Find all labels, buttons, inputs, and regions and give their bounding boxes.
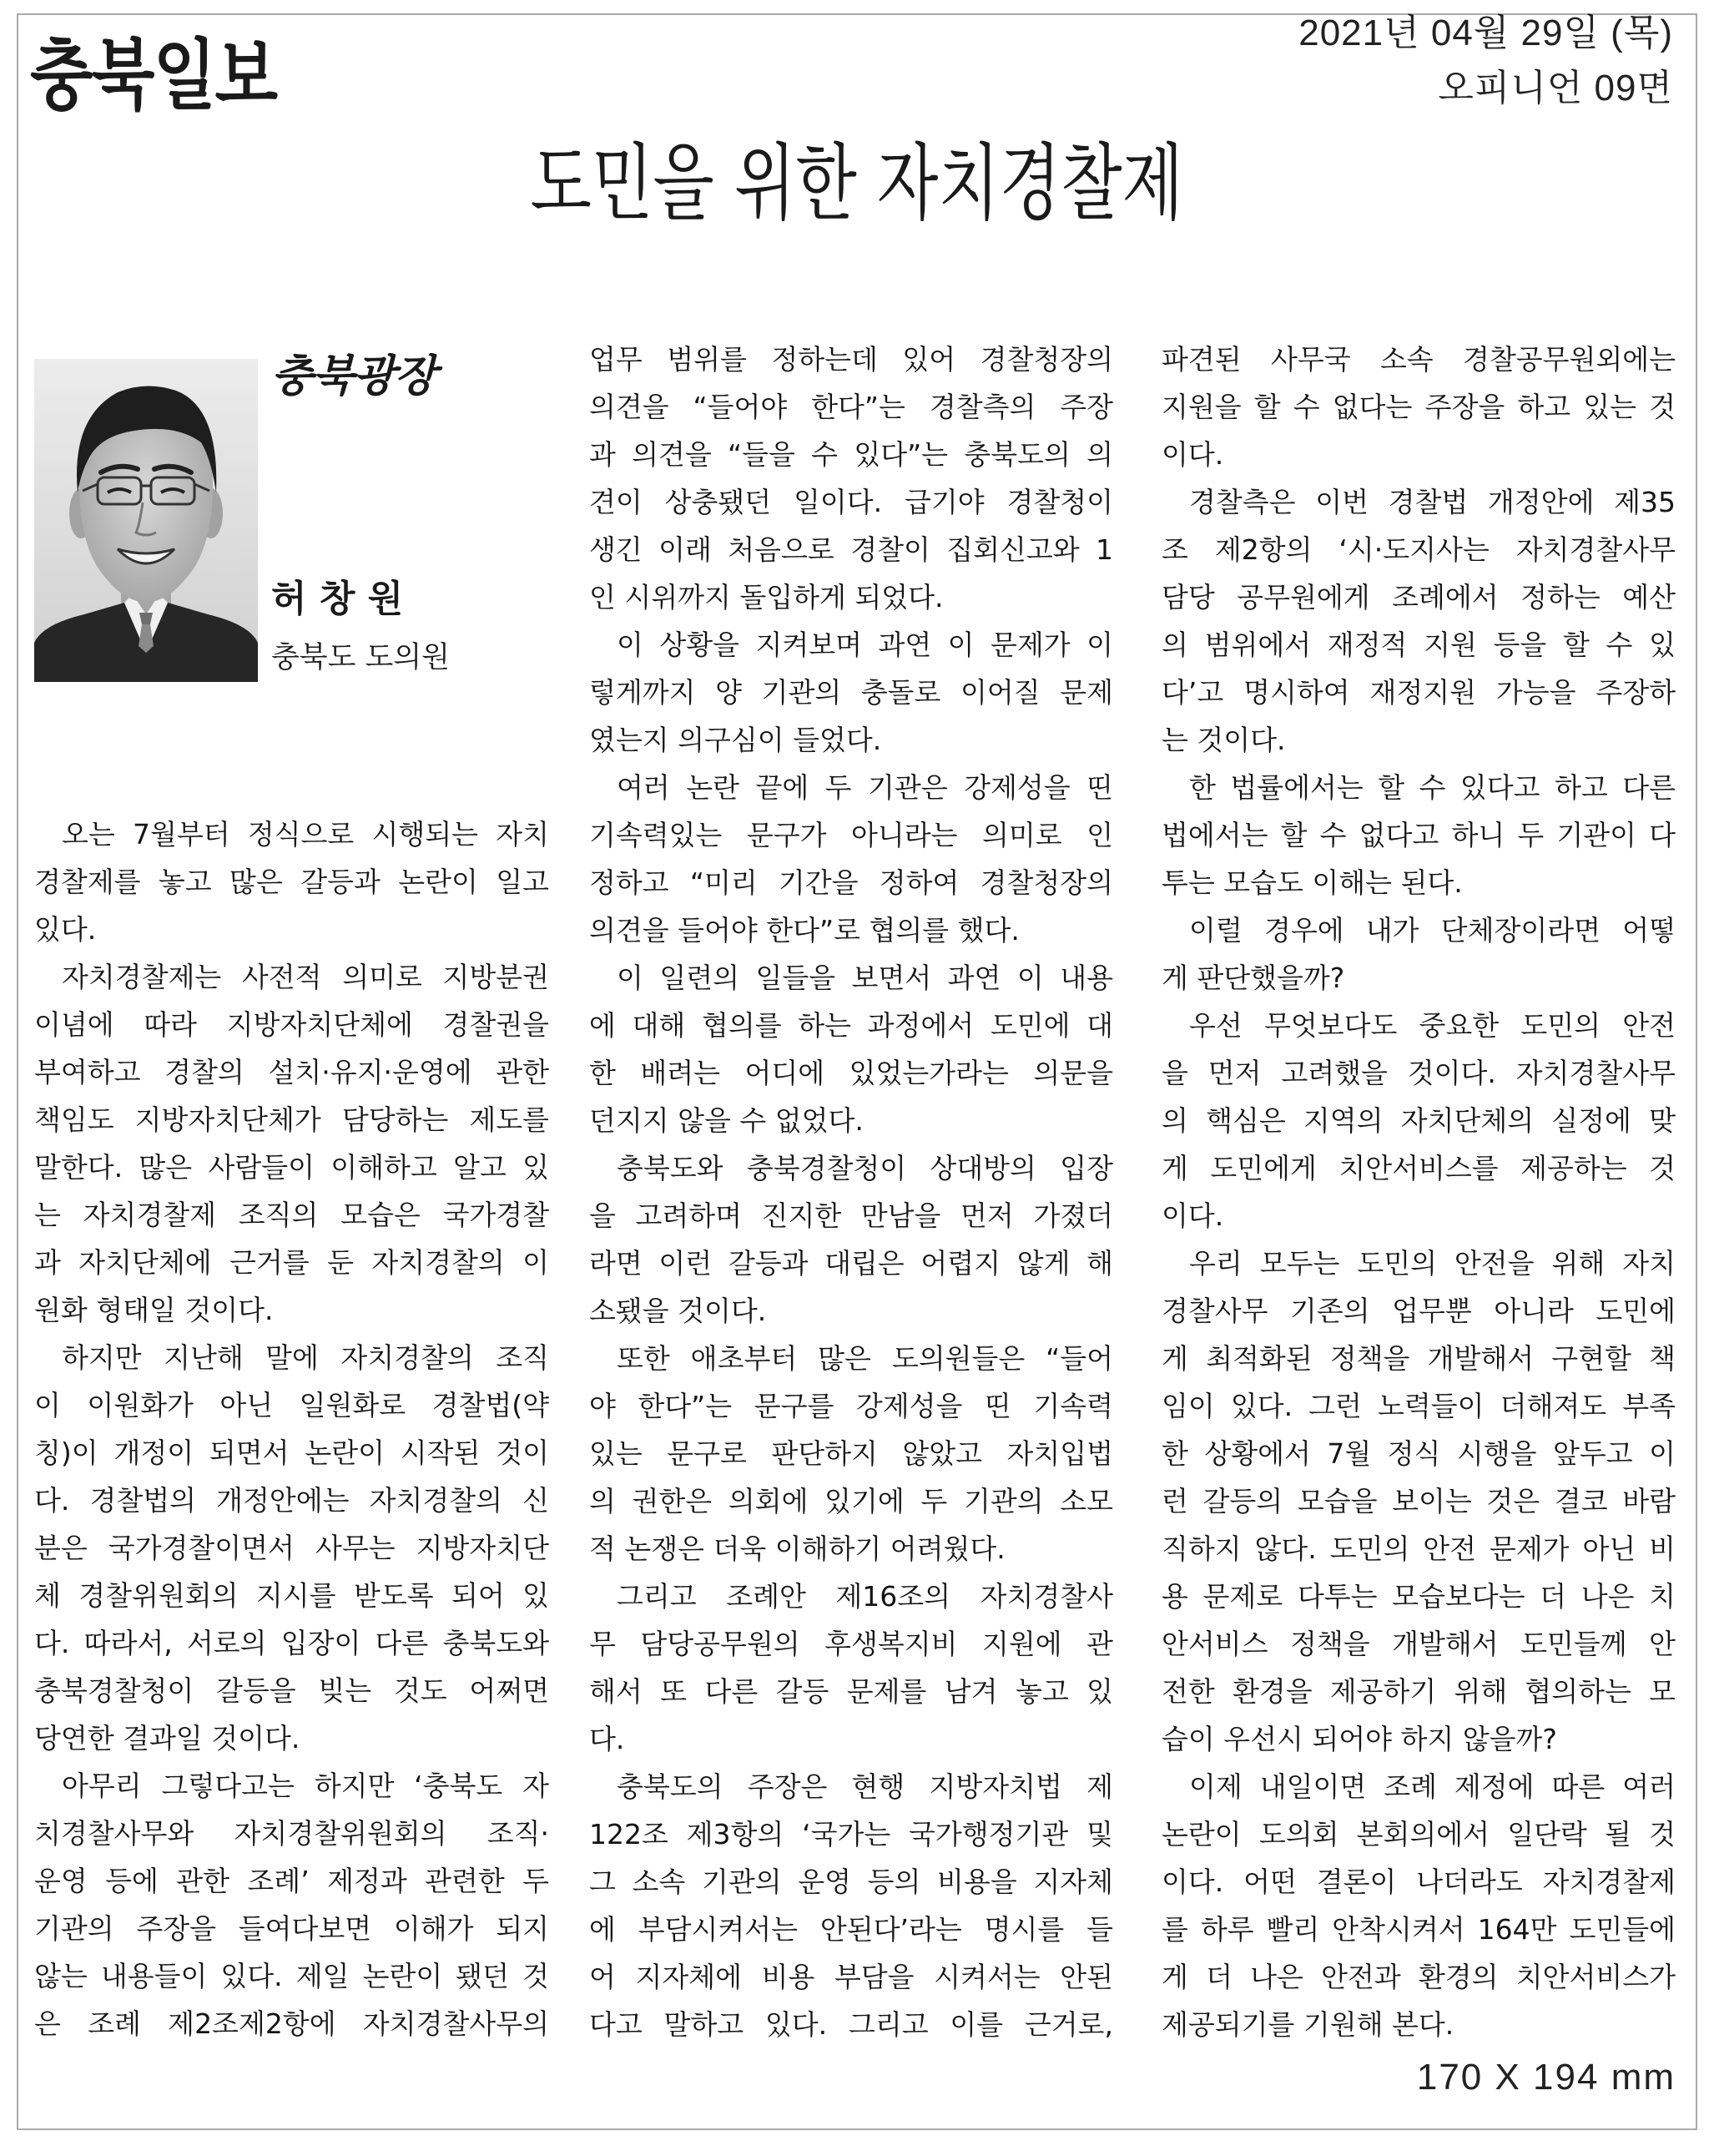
author-photo — [34, 359, 258, 682]
text-line: 생긴 이래 처음으로 경찰이 집회신고와 1 — [589, 533, 1113, 566]
text-line: 경찰제를 놓고 많은 갈등과 논란이 일고 — [34, 866, 549, 898]
text-line: 렇게까지 양 기관의 충돌로 이어질 문제 — [589, 676, 1113, 709]
text-line: 당연한 결과일 것이다. — [34, 1722, 300, 1755]
paragraph — [1162, 336, 1676, 478]
text-line: 한 배려는 어디에 있었는가라는 의문을 — [589, 1057, 1113, 1089]
paragraph — [589, 1573, 1113, 1763]
text-line: 견이 상충됐던 일이다. 급기야 경찰청이 — [589, 486, 1113, 518]
text-line: 의 권한은 의회에 있기에 두 기관의 소모 — [589, 1485, 1113, 1517]
headline — [0, 134, 1714, 234]
text-line: 우리 모두는 도민의 안전을 위해 자치 — [1189, 1247, 1676, 1280]
text-line: 자치경찰제는 사전적 의미로 지방분권 — [62, 961, 549, 993]
paragraph — [589, 1335, 1113, 1573]
text-line: 이 일련의 일들을 보면서 과연 이 내용 — [617, 962, 1113, 994]
text-line: 충북경찰청이 갈등을 빚는 것도 어쩌면 — [34, 1674, 549, 1707]
text-line: 을 고려하며 진지한 만남을 먼저 가졌더 — [589, 1199, 1113, 1232]
article-column-1 — [34, 810, 549, 2047]
text-line: 이럴 경우에 내가 단체장이라면 어떻 — [1189, 914, 1676, 947]
text-line: 과 자치단체에 근거를 둔 자치경찰의 이 — [34, 1246, 549, 1279]
text-line: 게 판단했을까? — [1162, 962, 1345, 994]
text-line: 이제 내일이면 조례 제정에 따른 여러 — [1189, 1770, 1676, 1803]
text-line: 무 담당공무원의 후생복지비 지원에 관 — [589, 1628, 1113, 1660]
text-line: 또한 애초부터 많은 도의원들은 “들어 — [617, 1342, 1113, 1375]
text-line: 이다. — [1162, 1199, 1224, 1232]
text-line: 다. 경찰법의 개정안에는 자치경찰의 신 — [34, 1484, 549, 1517]
text-line: 런 갈등의 모습을 보이는 것은 결코 바람 — [1162, 1485, 1676, 1517]
text-line: 한 법률에서는 할 수 있다고 하고 다른 — [1189, 771, 1676, 804]
text-line: 다고 말하고 있다. 그리고 이를 근거로, — [589, 2008, 1113, 2041]
text-line: 그 소속 기관의 운영 등의 비용을 지자체 — [589, 1866, 1113, 1898]
text-line: 정하고 “미리 기간을 정하여 경찰청장의 — [589, 866, 1113, 899]
text-line: 습이 우선시 되어야 하지 않을까? — [1162, 1723, 1557, 1755]
article-column-2 — [589, 336, 1113, 2048]
text-line: 은 조례 제2조제2항에 자치경찰사무의 — [34, 2007, 549, 2040]
paragraph — [589, 764, 1113, 954]
text-line: 인 시위까지 돌입하게 되었다. — [589, 581, 944, 613]
text-line: 의견을 들어야 한다”로 협의를 했다. — [589, 914, 1020, 947]
text-line: 과 의견을 “들을 수 있다”는 충북도의 의 — [589, 438, 1113, 471]
text-line: 직하지 않다. 도민의 안전 문제가 아닌 비 — [1162, 1532, 1676, 1565]
text-line: 게 최적화된 정책을 개발해서 구현할 책 — [1162, 1342, 1676, 1375]
paragraph — [34, 810, 549, 953]
text-line: 해서 또 다른 갈등 문제를 남겨 놓고 있 — [589, 1675, 1113, 1708]
text-line: 였는지 의구심이 들었다. — [589, 724, 882, 756]
text-line: 분은 국가경찰이면서 사무는 지방자치단 — [34, 1532, 549, 1564]
paragraph — [1162, 478, 1676, 764]
text-line: 운영 등에 관한 조례’ 제정과 관련한 두 — [34, 1865, 549, 1897]
text-line: 담당 공무원에게 조례에서 정하는 예산 — [1162, 581, 1676, 613]
text-line: 오는 7월부터 정식으로 시행되는 자치 — [62, 818, 549, 851]
author-position: 충북도 도의원 — [271, 641, 450, 674]
text-line: 전한 환경을 제공하기 위해 협의하는 모 — [1162, 1675, 1676, 1708]
paragraph — [34, 953, 549, 1334]
text-line: 있는 문구로 판단하지 않았고 자치입법 — [589, 1437, 1113, 1470]
text-line: 에 대해 협의를 하는 과정에서 도민에 대 — [589, 1009, 1113, 1042]
text-line: 기관의 주장을 들여다보면 이해가 되지 — [34, 1912, 549, 1945]
text-line: 치경찰사무와 자치경찰위원회의 조직· — [34, 1817, 549, 1850]
text-line: 게 더 나은 안전과 환경의 치안서비스가 — [1162, 1961, 1676, 1993]
text-line: 용 문제로 다투는 모습보다는 더 나은 치 — [1162, 1580, 1676, 1613]
text-line: 한 상황에서 7월 정식 시행을 앞두고 이 — [1162, 1437, 1676, 1470]
headline-text: 도민을 위한 자치경찰제 — [530, 134, 1184, 232]
text-line: 우선 무엇보다도 중요한 도민의 안전 — [1189, 1009, 1676, 1042]
text-line: 논란이 도의회 본회의에서 일단락 될 것 — [1162, 1818, 1676, 1851]
text-line: 그리고 조례안 제16조의 자치경찰사 — [617, 1580, 1113, 1613]
paragraph — [1162, 906, 1676, 1002]
clipping-size-label: 170 X 194 mm — [1416, 2057, 1676, 2098]
text-line: 에 부담시켜서는 안된다’라는 명시를 들 — [589, 1913, 1113, 1946]
text-line: 업무 범위를 정하는데 있어 경찰청장의 — [589, 343, 1113, 376]
text-line: 어 지자체에 비용 부담을 시켜서는 안된 — [589, 1961, 1113, 1993]
text-line: 이 상황을 지켜보며 과연 이 문제가 이 — [617, 629, 1113, 661]
paragraph — [1162, 1240, 1676, 1763]
text-line: 책임도 지방자치단체가 담당하는 제도를 — [34, 1103, 549, 1136]
paragraph — [1162, 764, 1676, 906]
paragraph — [1162, 1763, 1676, 2048]
article-column-3 — [1162, 336, 1676, 2048]
text-line: 충북도와 충북경찰청이 상대방의 입장 — [617, 1152, 1113, 1184]
text-line: 이다. 어떤 결론이 나더라도 자치경찰제 — [1162, 1866, 1676, 1898]
text-line: 임이 있다. 그런 노력들이 더해져도 부족 — [1162, 1390, 1676, 1422]
issue-date: 2021년 04월 29일 (목) — [1298, 13, 1673, 53]
paragraph — [1162, 1002, 1676, 1240]
text-line: 게 도민에게 치안서비스를 제공하는 것 — [1162, 1152, 1676, 1184]
text-line: 원화 형태일 것이다. — [34, 1294, 274, 1326]
text-line: 라면 이런 갈등과 대립은 어렵지 않게 해 — [589, 1247, 1113, 1280]
text-line: 아무리 그렇다고는 하지만 ‘충북도 자 — [62, 1770, 549, 1802]
text-line: 제공되기를 기원해 본다. — [1162, 2008, 1454, 2041]
text-line: 의견을 “들어야 한다”는 경찰측의 주장 — [589, 391, 1113, 423]
paragraph — [34, 1762, 549, 2047]
text-line: 칭)이 개정이 되면서 논란이 시작된 것이 — [34, 1436, 549, 1469]
text-line: 다’고 명시하여 재정지원 가능을 주장하 — [1162, 676, 1676, 709]
column-series-title: 충북광장 — [271, 351, 436, 401]
text-line: 투는 모습도 이해는 된다. — [1162, 866, 1463, 899]
text-line: 법에서는 할 수 없다고 하니 두 기관이 다 — [1162, 819, 1676, 851]
text-line: 를 하루 빨리 안착시켜서 164만 도민들에 — [1162, 1913, 1676, 1946]
paragraph — [589, 1763, 1113, 2048]
text-line: 던지지 않을 수 없었다. — [589, 1104, 864, 1137]
text-line: 경찰사무 기존의 업무뿐 아니라 도민에 — [1162, 1295, 1676, 1327]
text-line: 충북도의 주장은 현행 지방자치법 제 — [617, 1770, 1113, 1803]
text-line: 여러 논란 끝에 두 기관은 강제성을 띤 — [617, 771, 1113, 804]
text-line: 말한다. 많은 사람들이 이해하고 알고 있 — [34, 1151, 549, 1184]
text-line: 경찰측은 이번 경찰법 개정안에 제35 — [1189, 486, 1676, 518]
newspaper-masthead: 충북일보 — [30, 31, 277, 120]
text-line: 다. 따라서, 서로의 입장이 다른 충북도와 — [34, 1627, 549, 1659]
paragraph — [589, 336, 1113, 621]
text-line: 안서비스 정책을 개발해서 도민들께 안 — [1162, 1628, 1676, 1660]
text-line: 기속력있는 문구가 아니라는 의미로 인 — [589, 819, 1113, 851]
author-portrait-image — [34, 359, 258, 682]
text-line: 의 범위에서 재정적 지원 등을 할 수 있 — [1162, 629, 1676, 661]
paragraph — [589, 1144, 1113, 1335]
author-name: 허 창 원 — [271, 578, 404, 620]
text-line: 이 이원화가 아닌 일원화로 경찰법(약 — [34, 1389, 549, 1421]
paragraph — [589, 954, 1113, 1144]
text-line: 파견된 사무국 소속 경찰공무원외에는 — [1162, 343, 1676, 376]
text-line: 의 핵심은 지역의 자치단체의 실정에 맞 — [1162, 1104, 1676, 1137]
text-line: 야 한다”는 문구를 강제성을 띤 기속력 — [589, 1390, 1113, 1422]
text-line: 122조 제3항의 ‘국가는 국가행정기관 및 — [589, 1818, 1113, 1851]
text-line: 체 경찰위원회의 지시를 받도록 되어 있 — [34, 1579, 549, 1612]
text-line: 소됐을 것이다. — [589, 1295, 767, 1327]
text-line: 는 것이다. — [1162, 724, 1286, 756]
text-line: 하지만 지난해 말에 자치경찰의 조직 — [62, 1341, 549, 1374]
text-line: 있다. — [34, 913, 97, 946]
paragraph — [589, 621, 1113, 764]
text-line: 조 제2항의 ‘시·도지사는 자치경찰사무 — [1162, 533, 1676, 566]
text-line: 이다. — [1162, 438, 1224, 471]
text-line: 부여하고 경찰의 설치·유지·운영에 관한 — [34, 1056, 549, 1088]
text-line: 적 논쟁은 더욱 이해하기 어려웠다. — [589, 1532, 1006, 1565]
paragraph — [34, 1334, 549, 1762]
text-line: 을 먼저 고려했을 것이다. 자치경찰사무 — [1162, 1057, 1676, 1089]
text-line: 이념에 따라 지방자치단체에 경찰권을 — [34, 1008, 549, 1041]
text-line: 다. — [589, 1723, 625, 1755]
section-page: 오피니언 09면 — [1438, 68, 1673, 109]
text-line: 는 자치경찰제 조직의 모습은 국가경찰 — [34, 1199, 549, 1231]
text-line: 않는 내용들이 있다. 제일 논란이 됐던 것 — [34, 1960, 549, 1992]
text-line: 지원을 할 수 없다는 주장을 하고 있는 것 — [1162, 391, 1676, 423]
